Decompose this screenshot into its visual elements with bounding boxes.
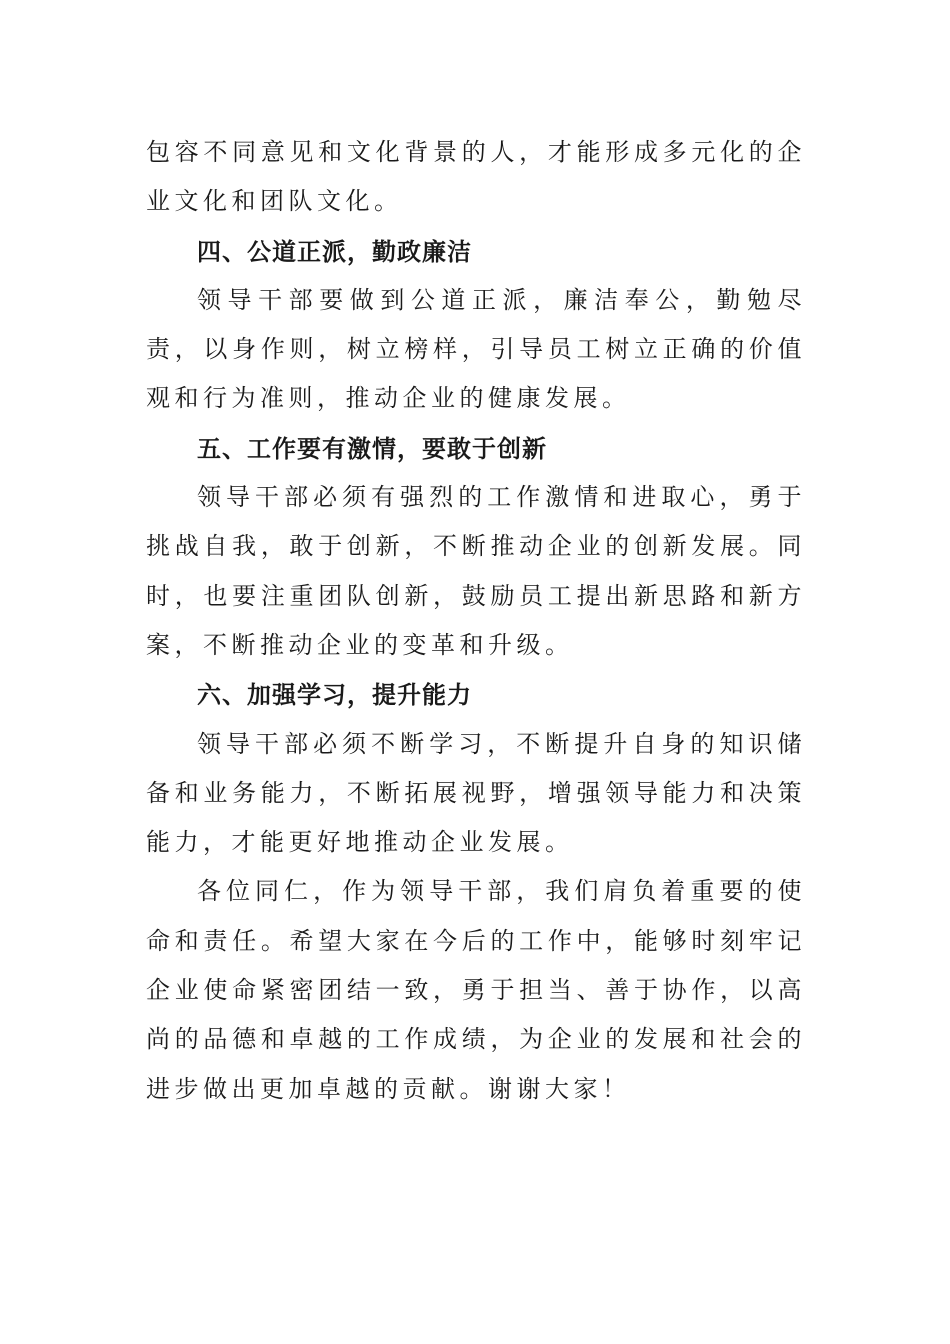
document-page bbox=[146, 128, 806, 1114]
paragraph-section-five: 领导干部必须有强烈的工作激情和进取心，勇于挑战自我，敢于创新，不断推动企业的创新发展。同时，也要注重团队创新，鼓励员工提出新思路和新方案，不断推动企业的变革和升级。 bbox=[146, 483, 806, 659]
section-heading-six: 六、加强学习，提升能力 bbox=[197, 680, 472, 710]
paragraph-section-four: 领导干部要做到公道正派，廉洁奉公，勤勉尽责，以身作则，树立榜样，引导员工树立正确的价值观和行为准则，推动企业的健康发展。 bbox=[146, 285, 806, 413]
paragraph-continuation: 包容不同意见和文化背景的人，才能形成多元化的企业文化和团队文化。 bbox=[146, 138, 806, 216]
paragraph-closing: 各位同仁，作为领导干部，我们肩负着重要的使命和责任。希望大家在今后的工作中，能够时刻牢记企业使命紧密团结一致，勇于担当、善于协作，以高尚的品德和卓越的工作成绩，为企业的发展和社会的进步做出更加卓越的贡献。谢谢大家！ bbox=[146, 877, 806, 1103]
section-heading-five: 五、工作要有激情，要敢于创新 bbox=[197, 433, 547, 463]
section-heading-four: 四、公道正派，勤政廉洁 bbox=[197, 236, 472, 266]
paragraph-section-six: 领导干部必须不断学习，不断提升自身的知识储备和业务能力，不断拓展视野，增强领导能力和决策能力，才能更好地推动企业发展。 bbox=[146, 729, 806, 857]
